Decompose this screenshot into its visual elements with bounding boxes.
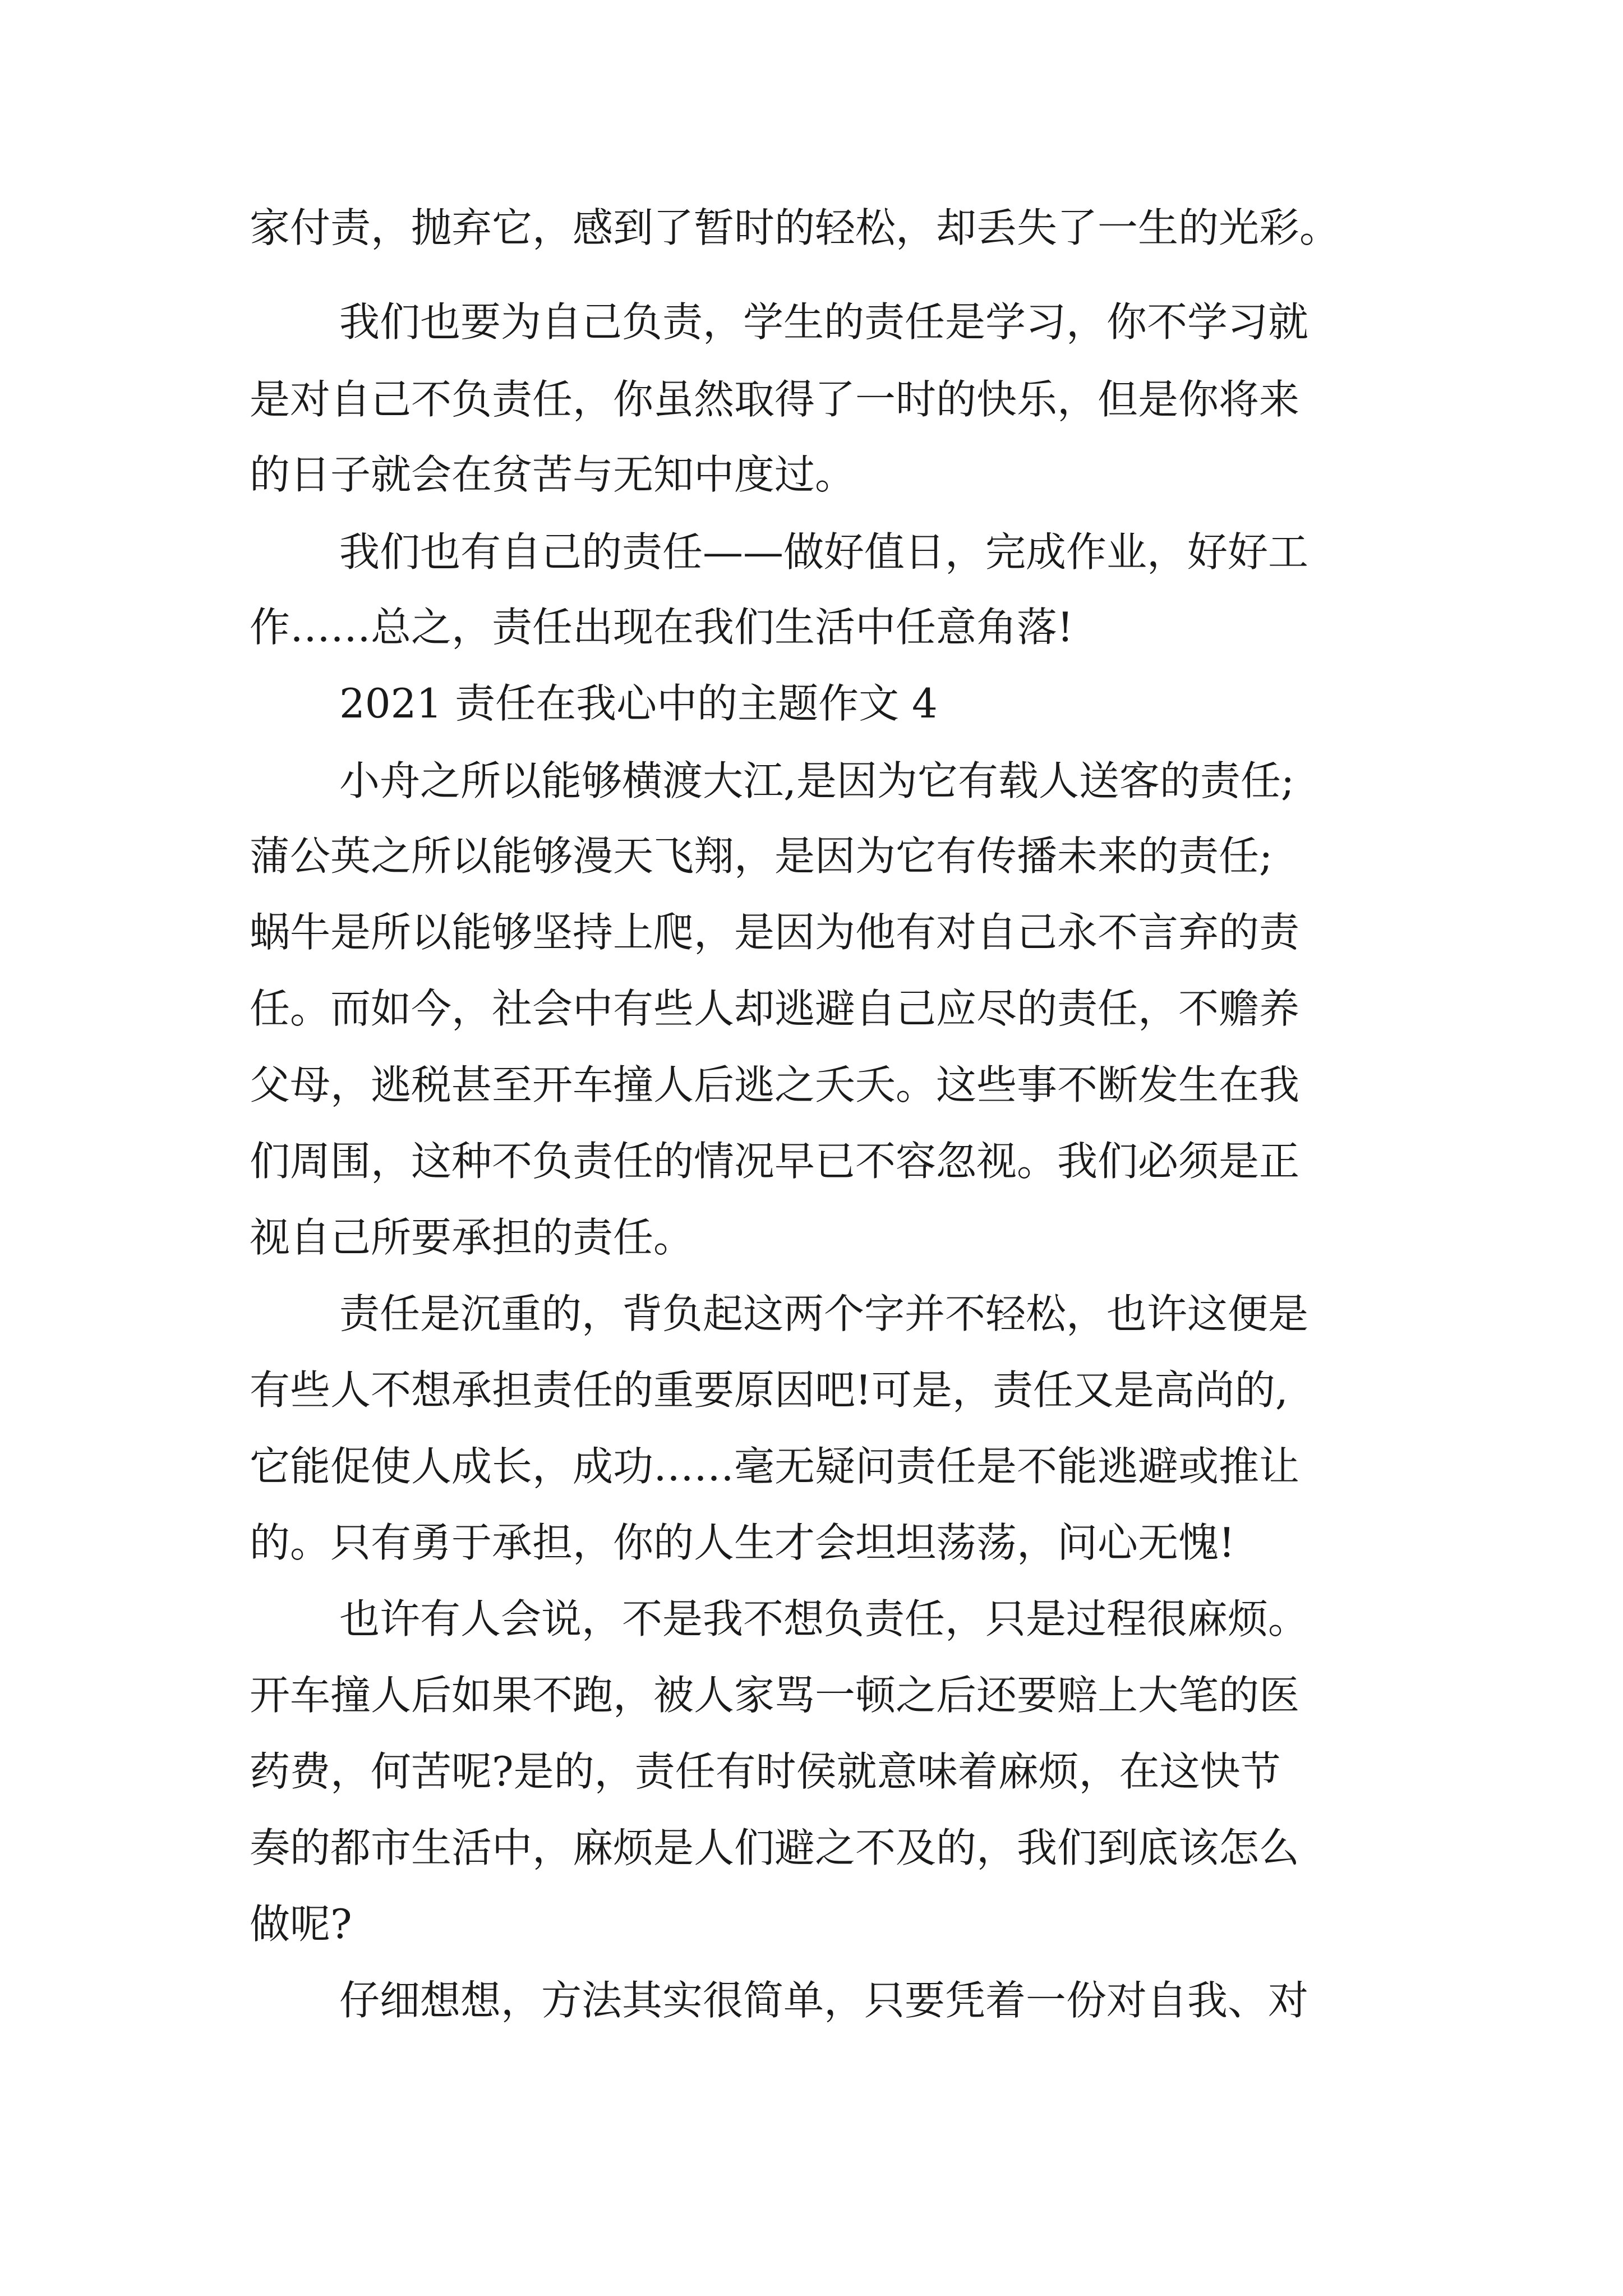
text-line: 我们也有自己的责任——做好值日，完成作业，好好工 — [339, 528, 1309, 576]
text-line: 它能促使人成长，成功……毫无疑问责任是不能逃避或推让 — [250, 1443, 1300, 1490]
text-line: 奏的都市生活中，麻烦是人们避之不及的，我们到底该怎么 — [250, 1824, 1300, 1871]
text-line: 药费，何苦呢?是的，责任有时侯就意味着麻烦，在这快节 — [250, 1748, 1281, 1795]
text-line: 开车撞人后如果不跑，被人家骂一顿之后还要赔上大笔的医 — [250, 1672, 1300, 1719]
text-line: 仔细想想，方法其实很简单，只要凭着一份对自我、对 — [339, 1977, 1309, 2024]
text-line: 的日子就会在贫苦与无知中度过。 — [250, 451, 856, 498]
text-line: 蒲公英之所以能够漫天飞翔，是因为它有传播未来的责任; — [250, 832, 1273, 880]
text-line: 也许有人会说，不是我不想负责任，只是过程很麻烦。 — [339, 1595, 1309, 1642]
text-line: 作……总之，责任出现在我们生活中任意角落! — [250, 604, 1073, 651]
text-line: 家付责，抛弃它，感到了暂时的轻松，却丢失了一生的光彩。 — [250, 204, 1340, 251]
text-line: 父母，逃税甚至开车撞人后逃之夭夭。这些事不断发生在我 — [250, 1061, 1300, 1108]
text-line: 有些人不想承担责任的重要原因吧!可是，责任又是高尚的, — [250, 1366, 1288, 1414]
text-line: 是对自己不负责任，你虽然取得了一时的快乐，但是你将来 — [250, 376, 1300, 423]
text-line: 蜗牛是所以能够坚持上爬，是因为他有对自己永不言弃的责 — [250, 909, 1300, 956]
text-line: 的。只有勇于承担，你的人生才会坦坦荡荡，问心无愧! — [250, 1519, 1235, 1566]
section-heading: 2021 责任在我心中的主题作文 4 — [339, 680, 938, 727]
text-line: 任。而如今，社会中有些人却逃避自己应尽的责任，不赡养 — [250, 985, 1300, 1032]
text-line: 们周围，这种不负责任的情况早已不容忽视。我们必须是正 — [250, 1138, 1300, 1185]
text-line: 视自己所要承担的责任。 — [250, 1214, 694, 1261]
text-line: 我们也要为自己负责，学生的责任是学习，你不学习就 — [339, 298, 1309, 346]
text-line: 责任是沉重的，背负起这两个字并不轻松，也许这便是 — [339, 1290, 1309, 1337]
text-line: 小舟之所以能够横渡大江,是因为它有载人送客的责任; — [339, 757, 1295, 804]
text-line: 做呢? — [250, 1901, 352, 1948]
